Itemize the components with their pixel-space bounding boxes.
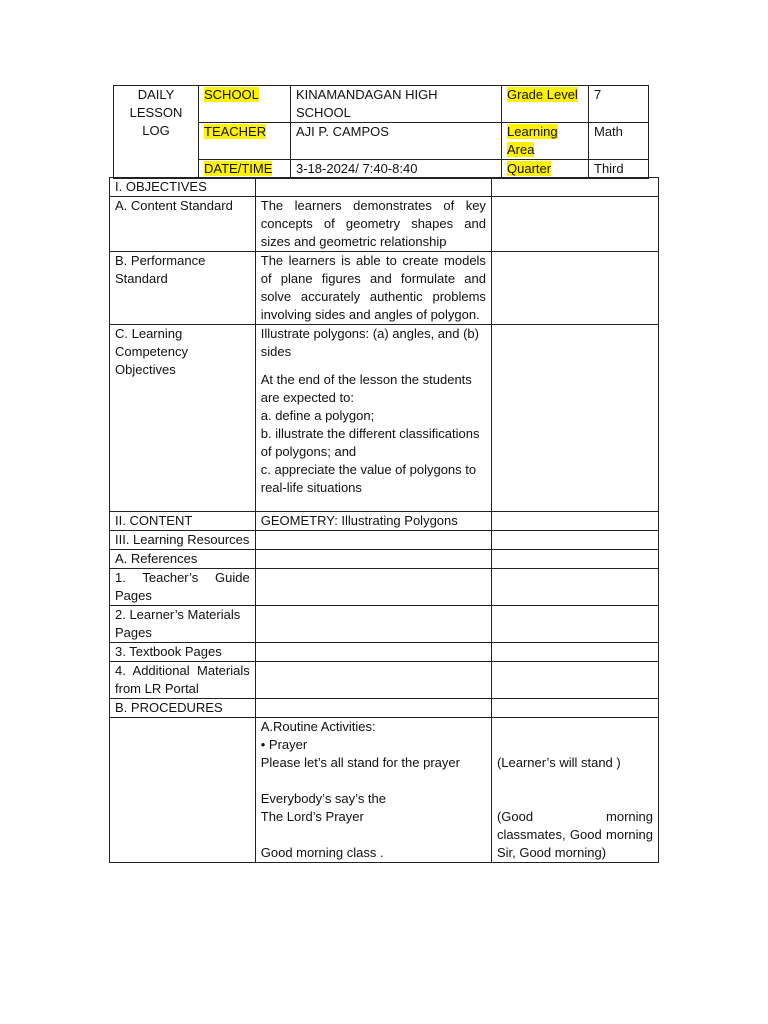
performance-standard-text: The learners is able to create models of plane figures and formulate and solve accurately authentic problems involving sides and angles of polygon. xyxy=(255,252,491,325)
learning-competency-main: Illustrate polygons: (a) angles, and (b) sides xyxy=(260,326,479,359)
empty-cell xyxy=(491,569,658,606)
empty-cell xyxy=(491,531,658,550)
learning-resources-label: III. Learning Resources xyxy=(110,531,256,550)
grade-label-cell xyxy=(502,86,589,123)
empty-cell xyxy=(255,550,491,569)
learner-stand: (Learner’s will stand ) xyxy=(496,755,621,770)
empty-cell xyxy=(255,178,491,197)
table-row xyxy=(110,325,659,512)
prayer-instruction: Please let’s all stand for the prayer xyxy=(260,755,460,770)
table-row xyxy=(110,178,659,197)
learning-competency-intro: At the end of the lesson the students are expected to: xyxy=(260,372,472,405)
spacer xyxy=(497,772,653,790)
empty-cell xyxy=(255,699,491,718)
content-standard-label: A. Content Standard xyxy=(110,197,256,252)
learner-procedure-cell xyxy=(491,718,658,863)
empty-cell xyxy=(255,569,491,606)
content-label: II. CONTENT xyxy=(110,512,256,531)
date-label: DATE/TIME xyxy=(204,161,273,176)
header-table xyxy=(113,85,649,179)
empty-cell xyxy=(491,252,658,325)
title-line-3: LOG xyxy=(142,123,170,138)
area-value: Math xyxy=(589,123,649,160)
empty-cell xyxy=(491,606,658,643)
prayer-bullet: • Prayer xyxy=(260,737,308,752)
quarter-label: Quarter xyxy=(507,161,552,176)
table-row xyxy=(110,718,659,863)
teacher-value: AJI P. CAMPOS xyxy=(291,123,502,160)
routine-title: A.Routine Activities: xyxy=(260,719,376,734)
empty-cell xyxy=(491,550,658,569)
lords-prayer: The Lord’s Prayer xyxy=(260,809,364,824)
objective-item: a. define a polygon; xyxy=(260,408,375,423)
empty-cell xyxy=(255,662,491,699)
empty-cell xyxy=(491,512,658,531)
table-row xyxy=(110,531,659,550)
content-standard-text: The learners demonstrates of key concepts of geometry shapes and sizes and geometric relationship xyxy=(255,197,491,252)
learners-materials-label: 2. Learner’s Materials Pages xyxy=(110,606,256,643)
teacher-procedure-cell xyxy=(255,718,491,863)
empty-cell xyxy=(491,325,658,512)
area-label-cell xyxy=(502,123,589,160)
grade-value: 7 xyxy=(589,86,649,123)
table-row xyxy=(110,662,659,699)
learning-competency-label: C. Learning Competency Objectives xyxy=(110,325,256,512)
table-row xyxy=(110,197,659,252)
spacer xyxy=(497,790,653,808)
learning-competency-cell xyxy=(255,325,491,512)
spacer xyxy=(497,736,653,754)
objectives-label: I. OBJECTIVES xyxy=(110,178,256,197)
performance-standard-label: B. Performance Standard xyxy=(110,252,256,325)
learner-reply: (Good morning classmates, Good morning Sir, Good morning) xyxy=(496,809,653,860)
additional-materials-label: 4. Additional Materials from LR Portal xyxy=(110,662,256,699)
empty-cell xyxy=(491,197,658,252)
spacer xyxy=(261,772,486,790)
grade-label: Grade Level xyxy=(507,87,578,102)
empty-cell xyxy=(255,531,491,550)
teacher-label: TEACHER xyxy=(204,124,267,139)
empty-cell xyxy=(491,699,658,718)
table-row xyxy=(110,550,659,569)
procedures-label: B. PROCEDURES xyxy=(110,699,256,718)
table-row xyxy=(110,569,659,606)
spacer xyxy=(261,826,486,844)
everybody-says: Everybody’s say’s the xyxy=(260,791,387,806)
table-row xyxy=(110,606,659,643)
empty-cell xyxy=(110,718,256,863)
school-label-cell xyxy=(199,86,291,123)
objective-item: c. appreciate the value of polygons to real-life situations xyxy=(260,462,477,495)
lesson-table xyxy=(109,177,659,863)
table-row xyxy=(110,252,659,325)
empty-cell xyxy=(491,643,658,662)
empty-cell xyxy=(255,606,491,643)
date-label-cell xyxy=(199,160,291,179)
quarter-value: Third xyxy=(589,160,649,179)
teacher-label-cell xyxy=(199,123,291,160)
daily-lesson-log-title xyxy=(114,86,199,179)
teachers-guide-label: 1. Teacher’s Guide Pages xyxy=(110,569,256,606)
empty-cell xyxy=(491,662,658,699)
title-line-2: LESSON xyxy=(129,105,183,120)
school-value: KINAMANDAGAN HIGH SCHOOL xyxy=(291,86,502,123)
spacer xyxy=(261,361,486,371)
date-value: 3-18-2024/ 7:40-8:40 xyxy=(291,160,502,179)
quarter-label-cell xyxy=(502,160,589,179)
content-text: GEOMETRY: Illustrating Polygons xyxy=(255,512,491,531)
references-label: A. References xyxy=(110,550,256,569)
area-label: Learning Area xyxy=(507,124,558,157)
table-row xyxy=(110,512,659,531)
empty-cell xyxy=(491,178,658,197)
school-label: SCHOOL xyxy=(204,87,259,102)
objective-item: b. illustrate the different classifications of polygons; and xyxy=(260,426,480,459)
good-morning-class: Good morning class . xyxy=(260,845,384,860)
spacer xyxy=(497,718,653,736)
textbook-label: 3. Textbook Pages xyxy=(110,643,256,662)
table-row xyxy=(110,699,659,718)
empty-cell xyxy=(255,643,491,662)
title-line-1: DAILY xyxy=(137,87,175,102)
table-row xyxy=(110,643,659,662)
